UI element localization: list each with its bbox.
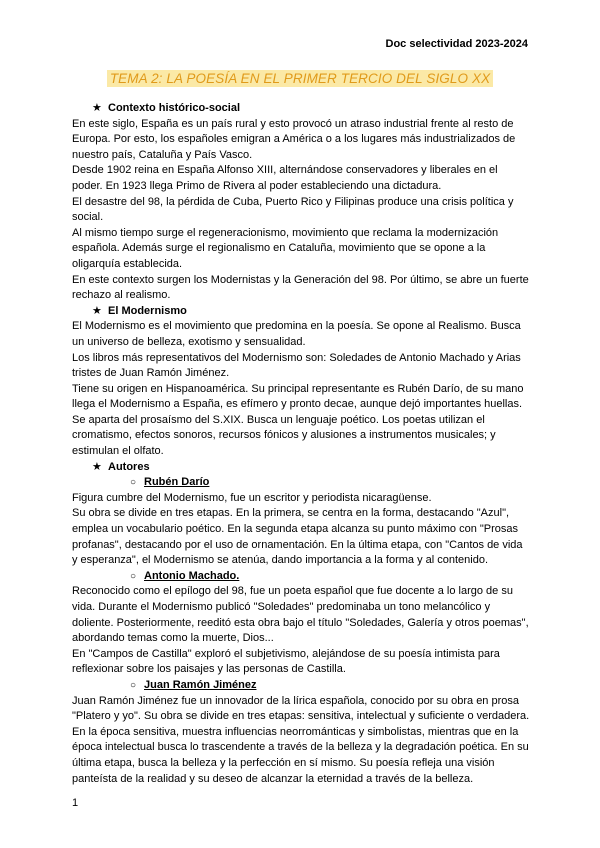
document-body (72, 101, 530, 787)
paragraph: Los libros más representativos del Modernismo son: Soledades de Antonio Machado y Arias tristes de Juan Ramón Jiménez. (72, 351, 521, 380)
author-name: Antonio Machado. (144, 569, 240, 582)
author-heading-antonio-machado (72, 569, 530, 585)
paragraph: Reconocido como el epílogo del 98, fue un poeta español que fue docente a lo largo de su vida. Durante el Modernismo publicó "Soledades" predominaba un tono melancólico y doliente. Posteriormente, reeditó esta obra bajo el título "Soledades, Galería y otros poemas", abordando temas como la muerte, Dios... (72, 585, 529, 645)
page-number: 1 (72, 797, 79, 809)
star-icon: ★ (92, 304, 102, 317)
section-heading-modernismo (72, 304, 530, 320)
document-label: Doc selectividad 2023-2024 (385, 38, 528, 50)
paragraph: En este siglo, España es un país rural y esto provocó un atraso industrial frente al resto de Europa. Por esto, los españoles emigran a América o a los lugares más industrializados de nuestro país, Cataluña y País Vasco. (72, 117, 516, 161)
circle-bullet-icon: ○ (130, 679, 137, 691)
title-wrapper (0, 70, 600, 88)
paragraph: Desde 1902 reina en España Alfonso XIII, alternándose conservadores y liberales en el poder. En 1923 llega Primo de Rivera al poder estableciendo una dictadura. (72, 164, 498, 192)
circle-bullet-icon: ○ (130, 477, 137, 489)
author-heading-ruben-dario (72, 475, 530, 491)
section-heading-contexto (72, 101, 530, 117)
section-heading-text: El Modernismo (108, 304, 187, 317)
circle-bullet-icon: ○ (130, 570, 137, 582)
star-icon: ★ (92, 460, 102, 473)
paragraph: Tiene su origen en Hispanoamérica. Su principal representante es Rubén Darío, de su mano llega el Modernismo a España, es efímero y pronto decae, aunque dejó importantes huellas. Se aparta del prosaísmo del S.XIX. Busca un lenguaje poético. Los poetas utilizan el cromatismo, efectos sonoros, recursos fónicos y alusiones a instrumentos musicales; y estimulan el olfato. (72, 382, 524, 458)
document-title: TEMA 2: LA POESÍA EN EL PRIMER TERCIO DEL SIGLO XX (107, 70, 493, 87)
star-icon: ★ (92, 102, 102, 114)
section-heading-text: Contexto histórico-social (108, 102, 241, 114)
paragraph: Figura cumbre del Modernismo, fue un escritor y periodista nicaragüense. (72, 491, 432, 504)
section-heading-autores (72, 460, 530, 476)
author-name: Juan Ramón Jiménez (144, 678, 257, 691)
paragraph: El Modernismo es el movimiento que predomina en la poesía. Se opone al Realismo. Busca un universo de belleza, exotismo y sensualidad. (72, 320, 521, 348)
paragraph: En este contexto surgen los Modernistas y la Generación del 98. Por último, se abre un fuerte rechazo al realismo. (72, 273, 529, 302)
paragraph: Juan Ramón Jiménez fue un innovador de la lírica española, conocido por su obra en prosa "Platero y yo". Su obra se divide en tres etapas: sensitiva, intelectual y suficiente o verdadera. En la época sensitiva, muestra influencias neorrománticas y simbolistas, mientras que en la época intelectual busca lo trascendente a través de la belleza y la degradación poética. En su última etapa, busca la belleza y la perfección en sí mismo. Su poesía refleja una visión panteísta de la realidad y su deseo de alcanzar la eternidad a través de la belleza. (72, 694, 530, 785)
author-heading-juan-ramon-jimenez (72, 678, 530, 694)
paragraph: En "Campos de Castilla" exploró el subjetivismo, alejándose de su poesía intimista para reflexionar sobre los paisajes y las personas de Castilla. (72, 647, 500, 676)
author-name: Rubén Darío (144, 476, 210, 489)
paragraph: Al mismo tiempo surge el regeneracionismo, movimiento que reclama la modernización española. Además surge el regionalismo en Cataluña, movimiento que se opone a la oligarquía establecida. (72, 226, 499, 270)
paragraph: El desastre del 98, la pérdida de Cuba, Puerto Rico y Filipinas produce una crisis política y social. (72, 195, 514, 224)
section-heading-text: Autores (108, 460, 150, 473)
paragraph: Su obra se divide en tres etapas. En la primera, se centra en la forma, destacando "Azul", emplea un vocabulario poético. En la segunda etapa alcanza su punto máximo con "Prosas profanas", destacando por el uso de ornamentación. En la última etapa, con "Cantos de vida y esperanza", el Modernismo se atenúa, dando importancia a la forma y al contenido. (72, 507, 523, 567)
